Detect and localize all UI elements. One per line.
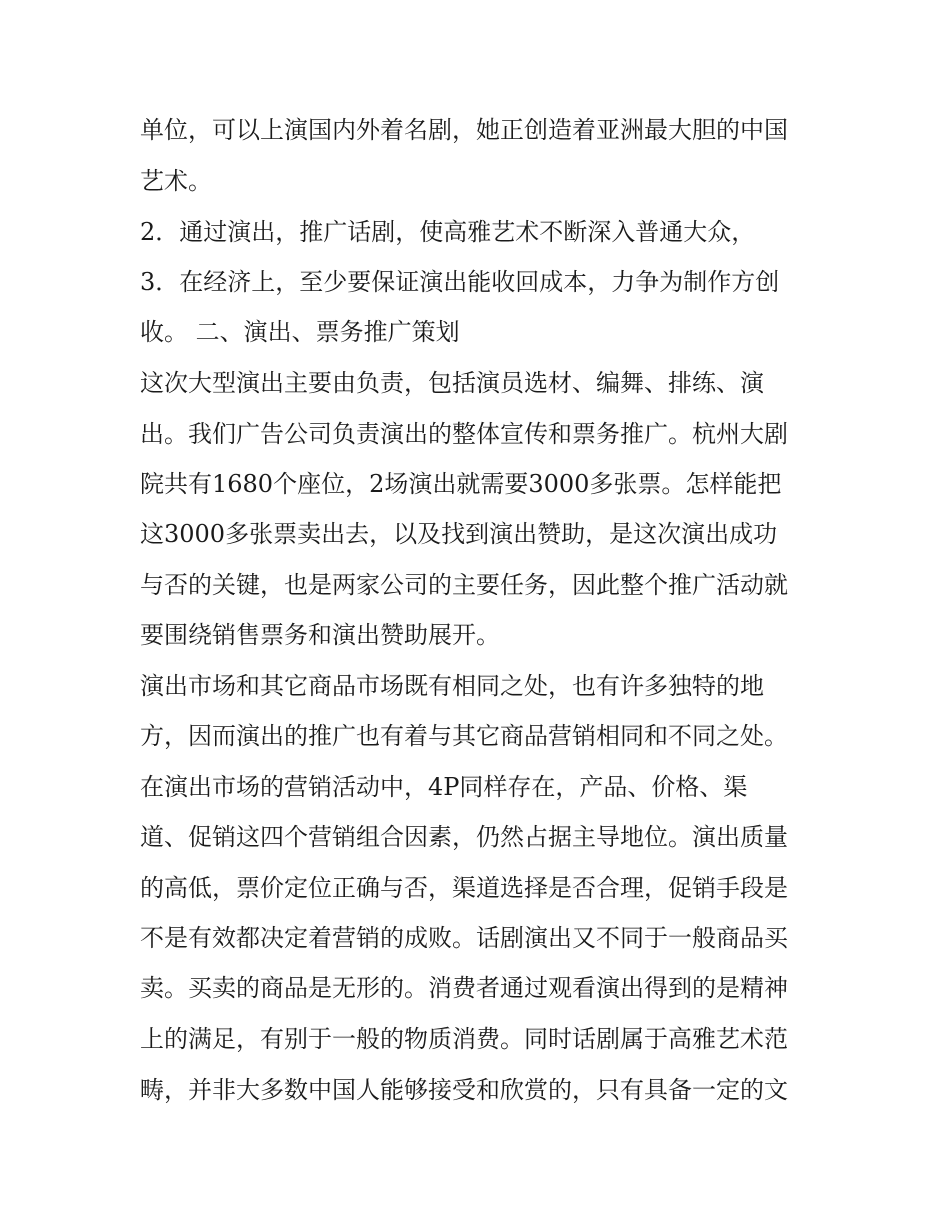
- text-line: 卖。买卖的商品是无形的。消费者通过观看演出得到的是精神: [140, 974, 788, 1002]
- text-line: 方，因而演出的推广也有着与其它商品营销相同和不同之处。: [140, 722, 788, 750]
- text-line: 艺术。: [140, 167, 212, 195]
- text-line: 道、促销这四个营销组合因素，仍然占据主导地位。演出质量: [140, 823, 788, 851]
- text-line: 的高低，票价定位正确与否，渠道选择是否合理，促销手段是: [140, 874, 788, 902]
- text-line: 在演出市场的营销活动中，4P同样存在，产品、价格、渠: [140, 773, 748, 801]
- text-line: 3．在经济上，至少要保证演出能收回成本，力争为制作方创: [140, 268, 780, 296]
- text-line: 畴，并非大多数中国人能够接受和欣赏的，只有具备一定的文: [140, 1076, 788, 1104]
- text-line: 这3000多张票卖出去，以及找到演出赞助，是这次演出成功: [140, 520, 778, 548]
- text-line: 单位，可以上演国内外着名剧，她正创造着亚洲最大胆的中国: [140, 116, 788, 144]
- text-line: 要围绕销售票务和演出赞助展开。: [140, 621, 500, 649]
- text-line: 2．通过演出，推广话剧，使高雅艺术不断深入普通大众，: [140, 218, 756, 246]
- text-line: 院共有1680个座位，2场演出就需要3000多张票。怎样能把: [140, 470, 782, 498]
- text-line: 收。 二、演出、票务推广策划: [140, 318, 460, 346]
- text-line: 演出市场和其它商品市场既有相同之处，也有许多独特的地: [140, 672, 764, 700]
- text-line: 与否的关键，也是两家公司的主要任务，因此整个推广活动就: [140, 571, 788, 599]
- text-line: 这次大型演出主要由负责，包括演员选材、编舞、排练、演: [140, 369, 764, 397]
- text-line: 不是有效都决定着营销的成败。话剧演出又不同于一般商品买: [140, 924, 788, 952]
- text-line: 上的满足，有别于一般的物质消费。同时话剧属于高雅艺术范: [140, 1025, 788, 1053]
- text-line: 出。我们广告公司负责演出的整体宣传和票务推广。杭州大剧: [140, 420, 788, 448]
